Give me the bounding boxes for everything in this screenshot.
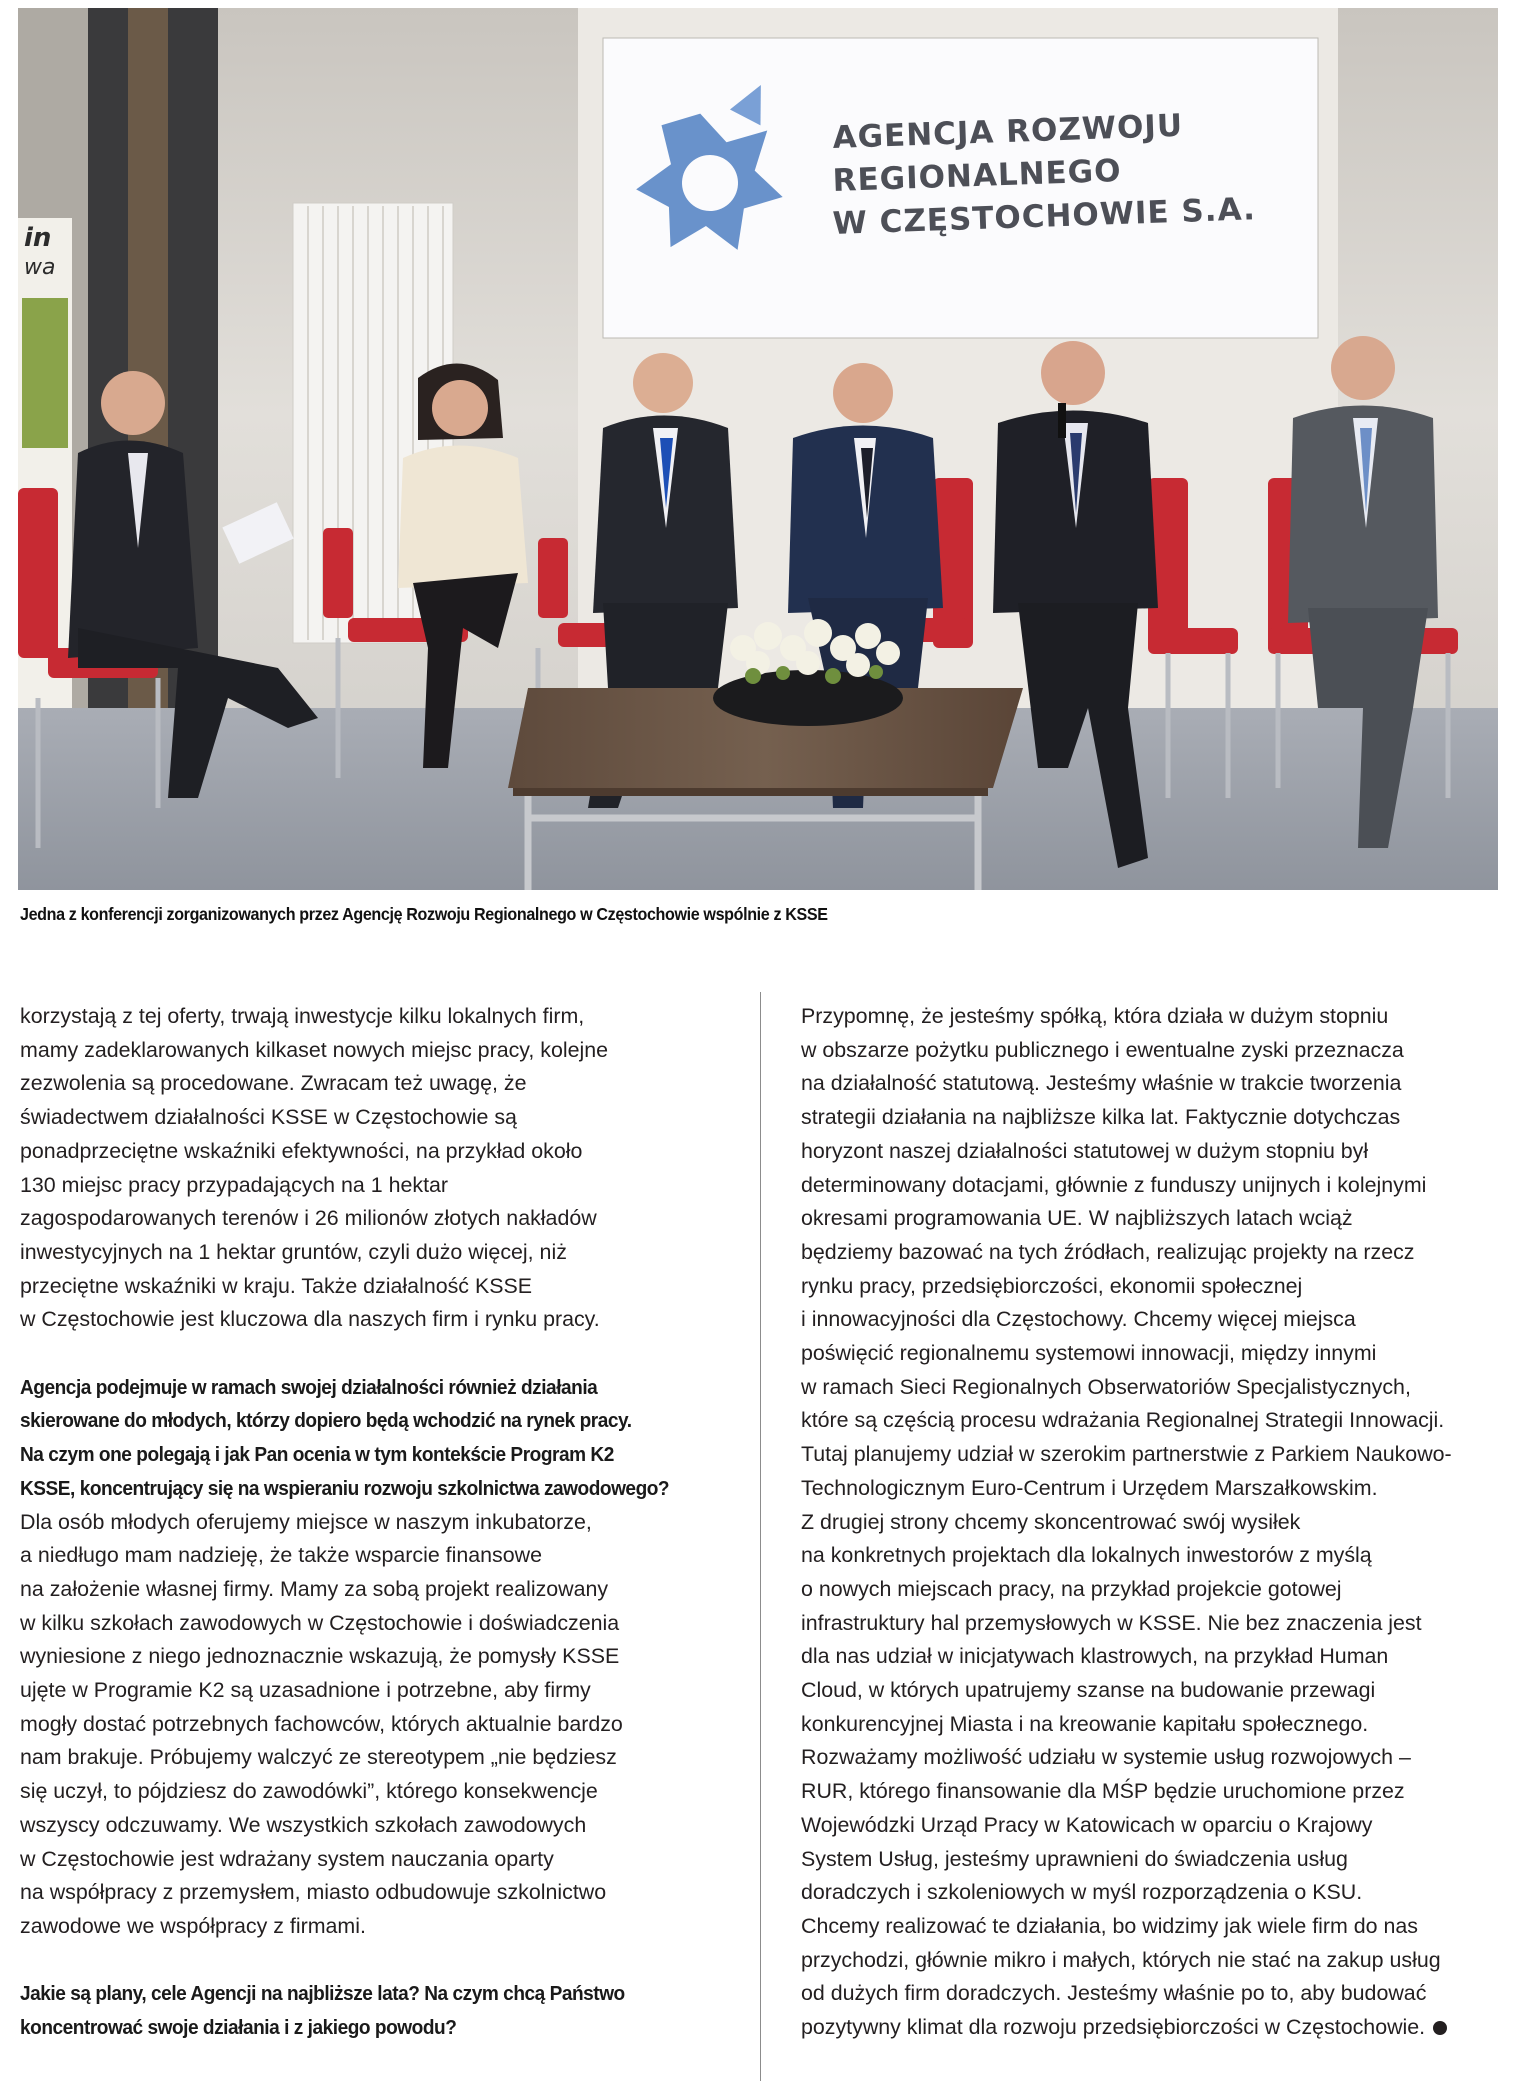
text-line: strategii działania na najbliższe kilka lat. Faktycznie dotychczas [801, 1105, 1401, 1130]
text-line: Rozważamy możliwość udziału w systemie usług rozwojowych – [801, 1745, 1411, 1770]
text-line: infrastruktury hal przemysłowych w KSSE. Nie bez znaczenia jest [801, 1610, 1422, 1635]
text-line: przeciętne wskaźniki w kraju. Także działalność KSSE [20, 1273, 533, 1298]
paragraph-answer-2 [801, 1000, 1501, 2045]
text-line: determinowany dotacjami, głównie z funduszy unijnych i kolejnymi [801, 1172, 1427, 1197]
side-banner-text-1: in [24, 223, 52, 253]
interview-question-1 [20, 1371, 740, 1506]
text-line: w Częstochowie jest kluczowa dla naszych firm i rynku pracy. [20, 1307, 600, 1332]
text-line: Cloud, w których upatrujemy szanse na budowanie przewagi [801, 1678, 1376, 1703]
text-line: wyniesione z niego jednoznacznie wskazują, że pomysły KSSE [20, 1644, 620, 1669]
photo-caption: Jedna z konferencji zorganizowanych przez Agencję Rozwoju Regionalnego w Częstochowie wspólnie z KSSE [20, 904, 828, 924]
text-line: które są częścią procesu wdrażania Regionalnej Strategii Innowacji. [801, 1408, 1445, 1433]
text-line: w ramach Sieci Regionalnych Obserwatoriów Specjalistycznych, [801, 1374, 1411, 1399]
text-line: Wojewódzki Urząd Pracy w Katowicach w oparciu o Krajowy [801, 1812, 1373, 1837]
text-line: inwestycyjnych na 1 hektar gruntów, czyli dużo więcej, niż [20, 1239, 567, 1264]
text-line: Z drugiej strony chcemy skoncentrować swój wysiłek [801, 1509, 1301, 1534]
text-line: przychodzi, głównie mikro i małych, których nie stać na zakup usług [801, 1947, 1441, 1972]
screen-logo-line-1: AGENCJA ROZWOJU [832, 107, 1184, 156]
text-line: 130 miejsc pracy przypadających na 1 hektar [20, 1172, 449, 1197]
text-line: ujęte w Programie K2 są uzasadnione i potrzebne, aby firmy [20, 1678, 591, 1703]
last-line-text: pozytywny klimat dla rozwoju przedsiębiorczości w Częstochowie. [801, 2015, 1426, 2040]
text-line: okresami programowania UE. W najbliższych latach wciąż [801, 1206, 1353, 1231]
question-line: koncentrować swoje działania i z jakiego powodu? [20, 2016, 457, 2040]
text-line: konkurencyjnej Miasta i na kreowanie kapitału społecznego. [801, 1711, 1369, 1736]
column-divider [760, 992, 761, 2081]
text-line: ponadprzeciętne wskaźniki efektywności, na przykład około [20, 1138, 583, 1163]
text-line: korzystają z tej oferty, trwają inwestycje kilku lokalnych firm, [20, 1004, 585, 1028]
text-line: Przypomnę, że jesteśmy spółką, która działa w dużym stopniu [801, 1004, 1389, 1028]
text-line: zezwolenia są procedowane. Zwracam też uwagę, że [20, 1071, 527, 1096]
end-of-article-bullet-icon [1433, 2021, 1447, 2035]
text-line: Dla osób młodych oferujemy miejsce w naszym inkubatorze, [20, 1509, 592, 1534]
question-line: Na czym one polegają i jak Pan ocenia w tym kontekście Program K2 [20, 1443, 614, 1467]
text-line: horyzont naszej działalności statutowej w dużym stopniu był [801, 1138, 1369, 1163]
conference-photo [18, 8, 1498, 890]
text-line: System Usług, jesteśmy uprawnieni do świadczenia usług [801, 1846, 1348, 1871]
text-line: w kilku szkołach zawodowych w Częstochowie i doświadczenia [20, 1610, 620, 1635]
text-line: i innowacyjności dla Częstochowy. Chcemy więcej miejsca [801, 1307, 1356, 1332]
text-line: w obszarze pożytku publicznego i ewentualne zyski przeznacza [801, 1037, 1404, 1062]
text-line: wszyscy odczuwamy. We wszystkich szkołach zawodowych [20, 1812, 587, 1837]
question-line: KSSE, koncentrujący się na wspieraniu rozwoju szkolnictwa zawodowego? [20, 1476, 670, 1500]
screen-logo-line-2: REGIONALNEGO [832, 152, 1123, 199]
text-line: a niedługo mam nadzieję, że także wsparcie finansowe [20, 1543, 542, 1568]
text-line: rynku pracy, przedsiębiorczości, ekonomii społecznej [801, 1273, 1303, 1298]
text-line: Chcemy realizować te działania, bo widzimy jak wiele firm do nas [801, 1913, 1419, 1938]
text-line: Technologicznym Euro-Centrum i Urzędem Marszałkowskim. [801, 1475, 1378, 1500]
question-line: skierowane do młodych, którzy dopiero będą wchodzić na rynek pracy. [20, 1409, 632, 1433]
text-line: mamy zadeklarowanych kilkaset nowych miejsc pracy, kolejne [20, 1037, 609, 1062]
question-line: Agencja podejmuje w ramach swojej działalności również działania [20, 1375, 598, 1399]
text-line: na działalność statutową. Jesteśmy właśnie w trakcie tworzenia [801, 1071, 1402, 1096]
text-line: doradczych i szkoleniowych w myśl rozporządzenia o KSU. [801, 1880, 1363, 1905]
last-text-line [801, 2011, 1501, 2045]
text-line: RUR, którego finansowanie dla MŚP będzie uruchomione przez [801, 1779, 1405, 1804]
text-line: będziemy bazować na tych źródłach, realizując projekty na rzecz [801, 1239, 1415, 1264]
text-line: na założenie własnej firmy. Mamy za sobą projekt realizowany [20, 1576, 609, 1601]
text-line: na konkretnych projektach dla lokalnych inwestorów z myślą [801, 1543, 1372, 1568]
side-banner-text-2: wa [24, 255, 56, 280]
paragraph-intro [20, 1000, 740, 1337]
text-line: zagospodarowanych terenów i 26 milionów złotych nakładów [20, 1206, 597, 1231]
right-column [801, 1000, 1501, 2045]
screen-logo-line-3: W CZĘSTOCHOWIE S.A. [832, 191, 1257, 242]
projection-screen [603, 38, 1318, 338]
text-line: w Częstochowie jest wdrażany system nauczania oparty [20, 1846, 554, 1871]
text-line: zawodowe we współpracy z firmami. [20, 1913, 366, 1938]
text-line: się uczył, to pójdziesz do zawodówki”, którego konsekwencje [20, 1779, 598, 1804]
text-line: dla nas udział w inicjatywach klastrowych, na przykład Human [801, 1644, 1389, 1669]
text-line: świadectwem działalności KSSE w Częstochowie są [20, 1105, 517, 1130]
text-line: Tutaj planujemy udział w szerokim partnerstwie z Parkiem Naukowo- [801, 1442, 1452, 1467]
question-line: Jakie są plany, cele Agencji na najbliższe lata? Na czym chcą Państwo [20, 1982, 625, 2006]
interview-question-2 [20, 1977, 740, 2044]
text-line: o nowych miejscach pracy, na przykład projekcie gotowej [801, 1576, 1342, 1601]
text-line: na współpracy z przemysłem, miasto odbudowuje szkolnictwo [20, 1880, 607, 1905]
text-line: poświęcić regionalnemu systemowi innowacji, między innymi [801, 1341, 1377, 1366]
text-line: od dużych firm doradczych. Jesteśmy właśnie po to, aby budować [801, 1981, 1427, 2006]
text-line: nam brakuje. Próbujemy walczyć ze stereotypem „nie będziesz [20, 1745, 617, 1770]
left-column [20, 1000, 740, 2045]
text-line: mogły dostać potrzebnych fachowców, których aktualnie bardzo [20, 1711, 623, 1736]
paragraph-answer-1 [20, 1506, 740, 1944]
